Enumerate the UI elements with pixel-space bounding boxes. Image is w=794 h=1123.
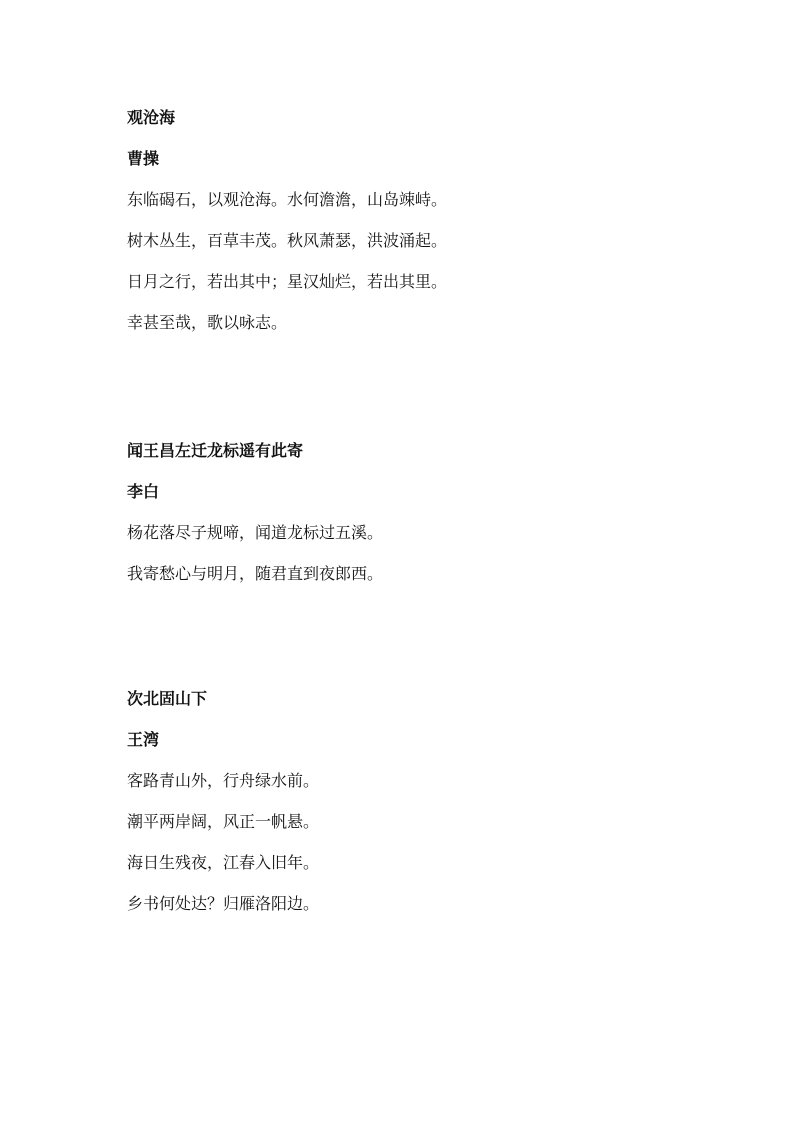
- poem-author: 曹操: [127, 149, 160, 168]
- poem-line: 幸甚至哉，歌以咏志。: [127, 313, 288, 332]
- poem-line: 潮平两岸阔，风正一帆悬。: [127, 812, 320, 831]
- poem-author: 李白: [127, 482, 160, 501]
- poem-line: 树木丛生，百草丰茂。秋风萧瑟，洪波涌起。: [127, 231, 448, 250]
- poem-title: 闻王昌左迁龙标遥有此寄: [127, 441, 304, 460]
- poem-line: 日月之行，若出其中；星汉灿烂，若出其里。: [127, 272, 448, 291]
- poem-title: 次北固山下: [127, 689, 208, 708]
- poem-author: 王湾: [127, 730, 160, 749]
- poem-line: 东临碣石，以观沧海。水何澹澹，山岛竦峙。: [127, 190, 448, 209]
- poem-line: 我寄愁心与明月，随君直到夜郎西。: [127, 564, 384, 583]
- poem-line: 客路青山外，行舟绿水前。: [127, 771, 320, 790]
- poem-line: 乡书何处达？归雁洛阳边。: [127, 894, 320, 913]
- poem-ci-beigu-shan-xia: [127, 689, 687, 914]
- poem-title: 观沧海: [127, 108, 176, 127]
- poem-wen-wang-changling: [127, 441, 687, 584]
- poem-line: 杨花落尽子规啼，闻道龙标过五溪。: [127, 523, 384, 542]
- poem-guan-cang-hai: [127, 108, 687, 333]
- poem-line: 海日生残夜，江春入旧年。: [127, 853, 320, 872]
